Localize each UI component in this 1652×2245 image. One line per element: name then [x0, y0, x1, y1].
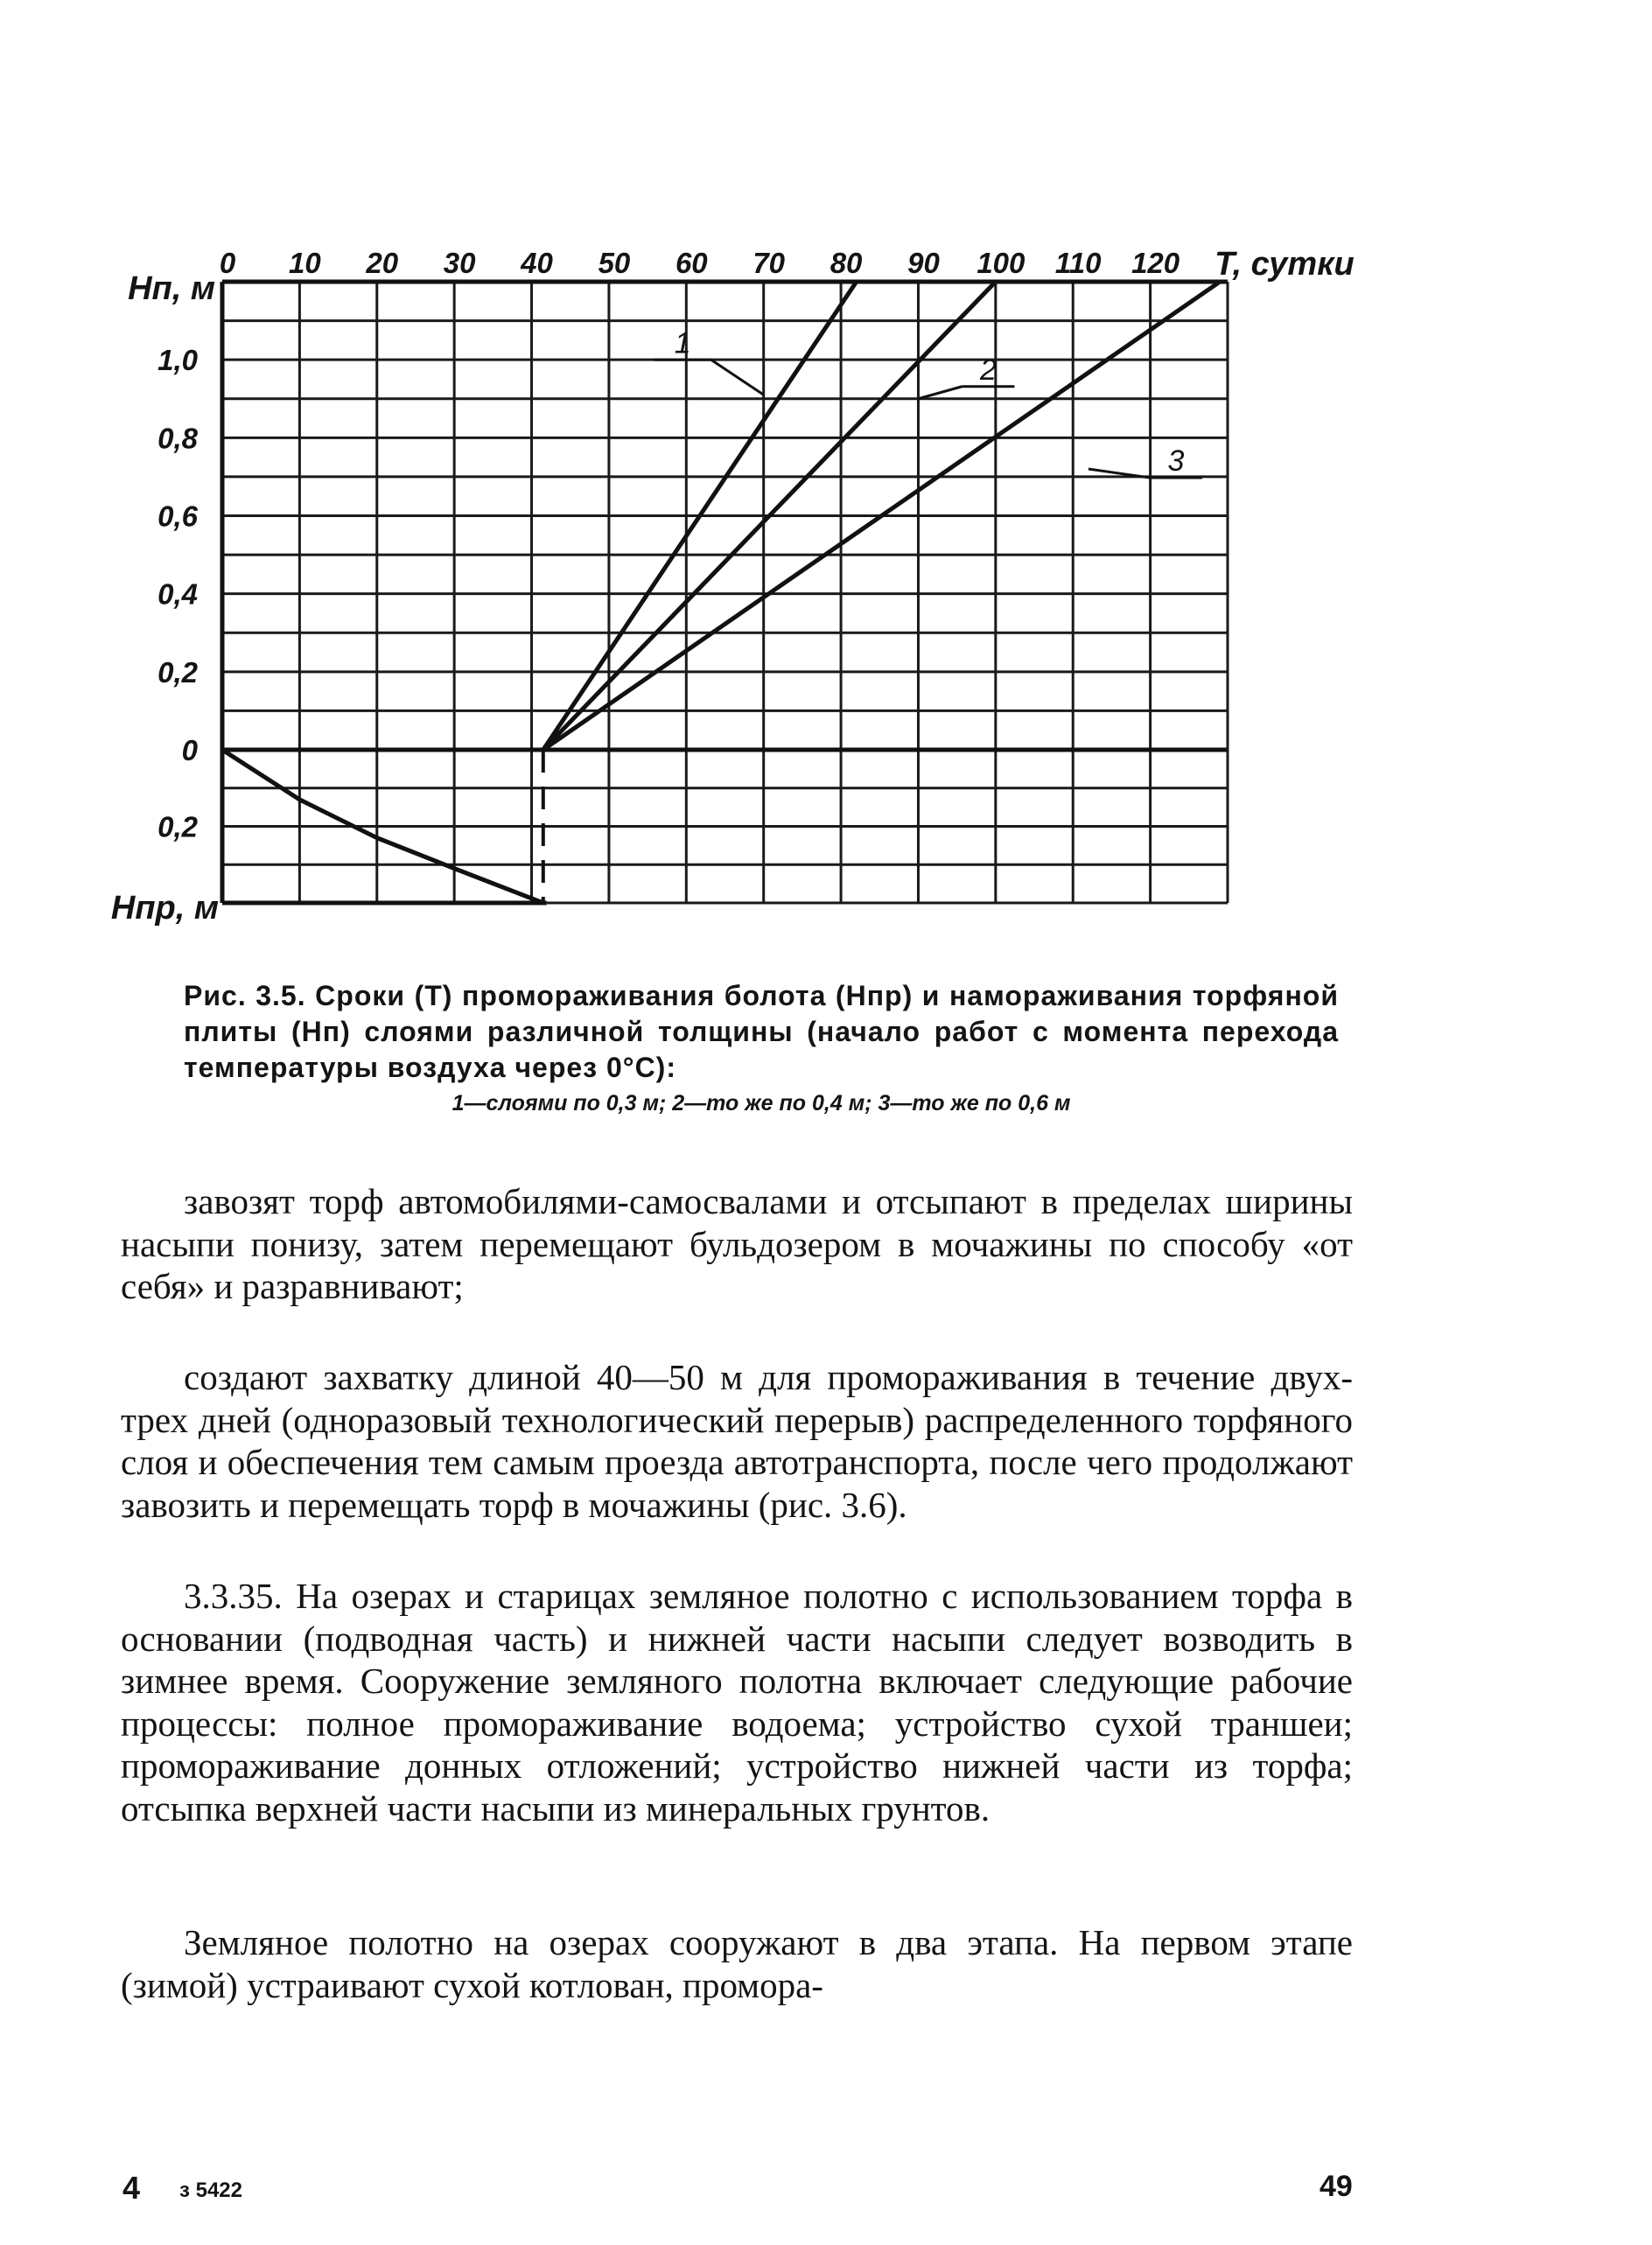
- y-tick-label: 0,2: [158, 810, 198, 843]
- series-label: 1: [674, 326, 691, 360]
- y-tick-label: 1,0: [158, 344, 198, 377]
- series-leader-line: [711, 360, 764, 395]
- y-lower-axis-label: Hпр, м: [110, 890, 219, 927]
- y-upper-axis-label: Hп, м: [128, 270, 215, 307]
- x-axis-label: T, сутки: [1214, 246, 1354, 283]
- series-label: 3: [1167, 444, 1185, 478]
- y-tick-label: 0,6: [158, 500, 198, 533]
- y-tick-label: 0,2: [158, 655, 198, 689]
- paragraph: Земляное полотно на озерах сооружают в два этапа. На первом этапе (зимой) устраивают сухой котлован, промора-: [121, 1922, 1353, 2005]
- signature-mark: 4: [122, 2170, 141, 2206]
- x-tick-label: 30: [443, 247, 476, 279]
- y-tick-label: 0,8: [158, 422, 198, 455]
- x-tick-label: 90: [907, 247, 940, 279]
- x-tick-label: 80: [830, 247, 863, 279]
- y-tick-label: 0: [181, 734, 198, 766]
- x-tick-label: 40: [521, 247, 553, 279]
- series-label: 2: [980, 353, 997, 387]
- freezing-time-chart: [0, 0, 1652, 945]
- figure-caption: Рис. 3.5. Сроки (T) промораживания болота (Hпр) и намораживания торфяной плиты (Hп) слоями различной толщины (начало работ с момента перехода температуры воздуха через 0°С):: [184, 980, 1339, 1083]
- x-tick-label: 60: [675, 247, 708, 279]
- page-number: 49: [1320, 2170, 1353, 2203]
- x-tick-label: 50: [598, 247, 631, 279]
- chart-axes: [222, 282, 1228, 903]
- x-tick-label: 100: [976, 247, 1026, 279]
- series-leader-line: [918, 387, 962, 399]
- paragraph: создают захватку длиной 40—50 м для промораживания в течение двух-трех дней (одноразовый технологический перерыв) распределенного торфяного слоя и обеспечения тем самым проезда автотранспорта, после чего продолжают завозить и перемещать торф в мочажины (рис. 3.6).: [121, 1357, 1353, 1525]
- figure-legend: 1—слоями по 0,3 м; 2—то же по 0,4 м; 3—то же по 0,6 м: [452, 1091, 1071, 1116]
- chart-grid: [222, 282, 1228, 903]
- x-tick-label: 120: [1131, 247, 1180, 279]
- x-tick-label: 0: [219, 247, 236, 279]
- paragraph: 3.3.35. На озерах и старицах земляное полотно с использованием торфа в основании (подводная часть) и нижней части насыпи следует возводить в зимнее время. Сооружение земляного полотна включает следующие рабочие процессы: полное промораживание водоема; устройство сухой траншеи; промораживание донных отложений; устройство нижней части из торфа; отсыпка верхней части насыпи из минеральных грунтов.: [121, 1576, 1353, 1829]
- x-tick-label: 20: [366, 247, 399, 279]
- chart-tick-labels: [111, 246, 1354, 927]
- chart-series: [222, 282, 1220, 903]
- x-tick-label: 10: [289, 247, 321, 279]
- x-tick-label: 110: [1054, 247, 1102, 279]
- y-tick-label: 0,4: [158, 577, 198, 611]
- paragraph: завозят торф автомобилями-самосвалами и отсыпают в пределах ширины насыпи понизу, затем перемещают бульдозером в мочажины по способу «от себя» и разравнивают;: [121, 1181, 1353, 1307]
- x-tick-label: 70: [752, 247, 786, 279]
- print-code: з 5422: [179, 2179, 242, 2202]
